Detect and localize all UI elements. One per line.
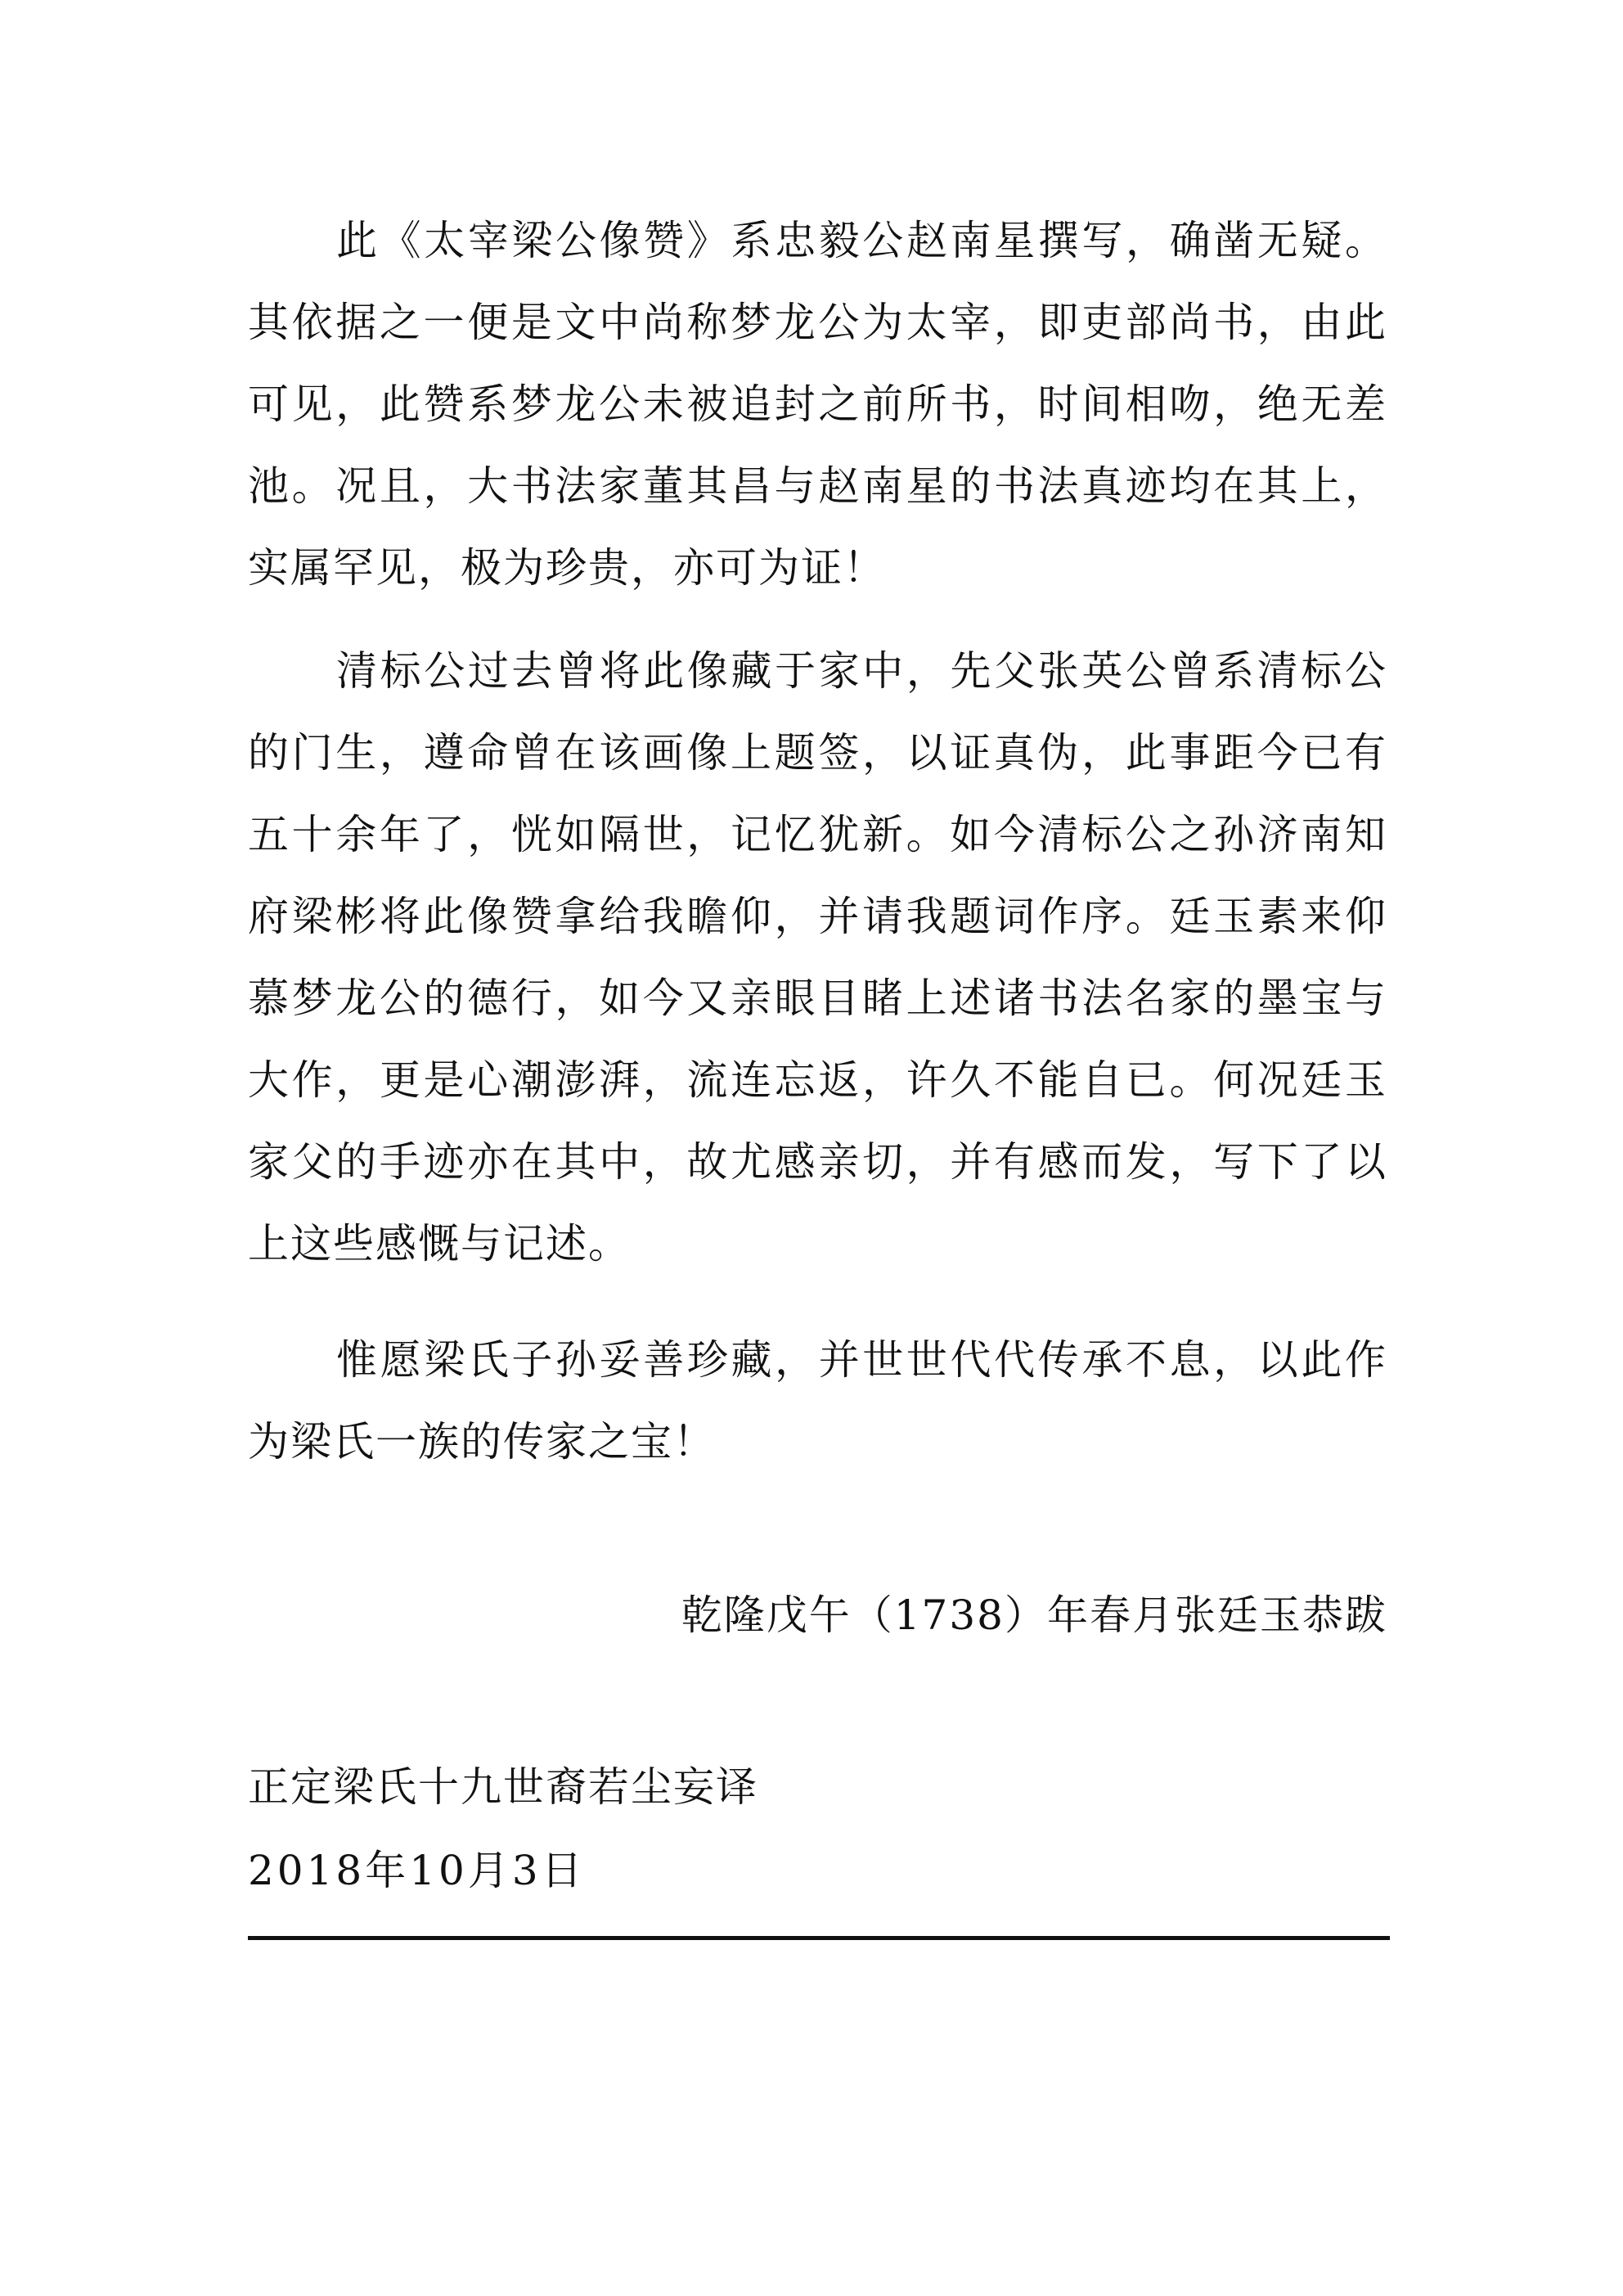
date-line: 2018年10月3日 — [248, 1847, 586, 1894]
translator-line: 正定梁氏十九世裔若尘妄译 — [248, 1763, 758, 1811]
paragraph-1: 此《太宰梁公像赞》系忠毅公赵南星撰写，确凿无疑。其依据之一便是文中尚称梦龙公为太宰，即吏部尚书，由此可见，此赞系梦龙公未被追封之前所书，时间相吻，绝无差池。况且，大书法家董其昌与赵南星的书法真迹均在其上，实属罕见，极为珍贵，亦可为证！ — [248, 217, 1387, 592]
paragraph-3: 惟愿梁氏子孙妥善珍藏，并世世代代传承不息，以此作为梁氏一族的传家之宝！ — [248, 1336, 1387, 1465]
horizontal-rule — [248, 1936, 1390, 1940]
paragraph-2: 清标公过去曾将此像藏于家中，先父张英公曾系清标公的门生，遵命曾在该画像上题签，以证真伪，此事距今已有五十余年了，恍如隔世，记忆犹新。如今清标公之孙济南知府梁彬将此像赞拿给我瞻仰，并请我题词作序。廷玉素来仰慕梦龙公的德行，如今又亲眼目睹上述诸书法名家的墨宝与大作，更是心潮澎湃，流连忘返，许久不能自已。何况廷玉家父的手迹亦在其中，故尤感亲切，并有感而发，写下了以上这些感慨与记述。 — [248, 647, 1387, 1267]
signature-line: 乾隆戊午（1738）年春月张廷玉恭跋 — [681, 1591, 1387, 1639]
